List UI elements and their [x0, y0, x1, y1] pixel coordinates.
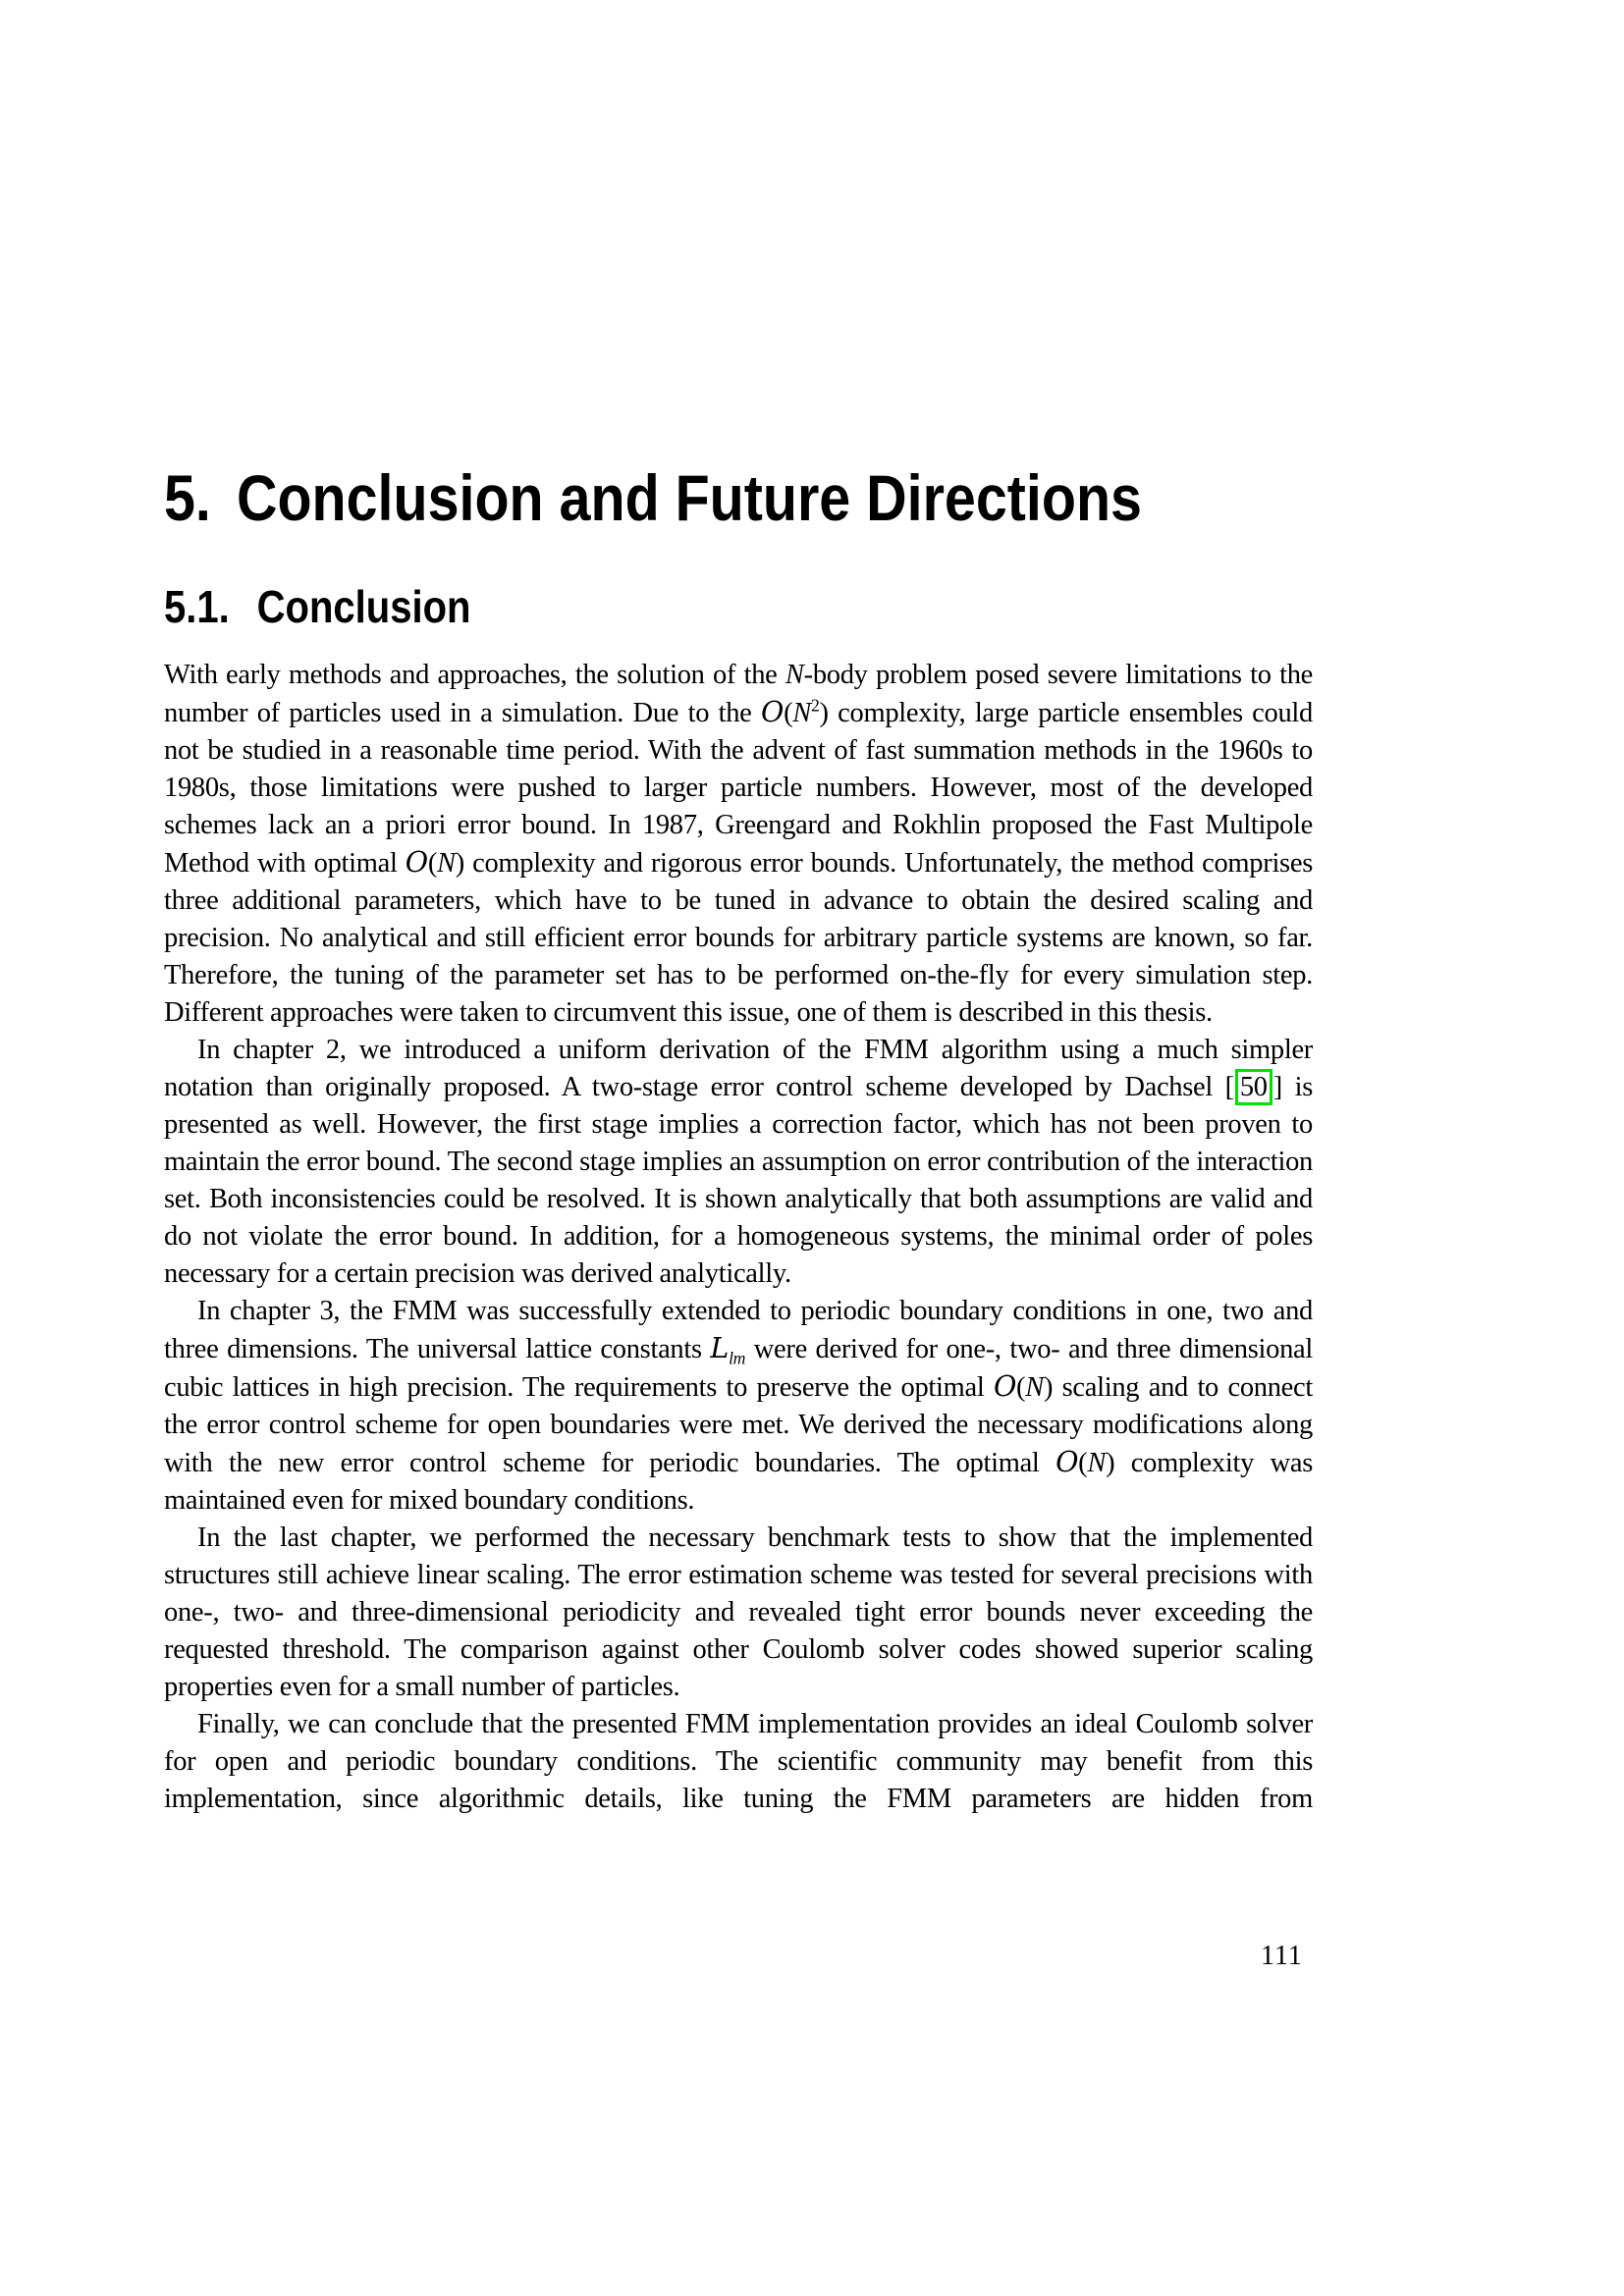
- math-script-letter: O: [405, 846, 428, 879]
- math-subscript: lm: [729, 1348, 746, 1368]
- section-number: 5.1.: [164, 581, 230, 632]
- body-paragraph: [164, 1520, 1313, 1706]
- math-variable: N: [437, 848, 456, 879]
- body-paragraph: [164, 1032, 1313, 1293]
- chapter-title: Conclusion and Future Directions: [236, 461, 1142, 534]
- text-run: Finally, we can conclude that the presented FMM implementation provides an ideal Coulomb solver for open and periodic boundary conditions. The scientific community may benefit from this implementation, since algorithmic details, like tuning the FMM parameters are hidden from: [164, 1709, 1313, 1814]
- text-run: With early methods and approaches, the solution of the: [164, 660, 785, 690]
- text-run: (: [784, 698, 793, 728]
- body-paragraph: [164, 1293, 1313, 1520]
- body-text: [164, 657, 1313, 1818]
- body-paragraph: [164, 1706, 1313, 1818]
- section-heading: [164, 581, 1164, 632]
- text-run: ] is presented as well. However, the first stage implies a correction factor, which has not been proven to maintain the error bound. The second stage implies an assumption on error contribution of the interaction set. Both inconsistencies could be resolved. It is shown analytically that both assumptions are valid and do not violate the error bound. In addition, for a homogeneous systems, the minimal order of poles necessary for a certain precision was derived analytically.: [164, 1072, 1313, 1289]
- math-variable: N: [1087, 1448, 1107, 1478]
- chapter-number: 5.: [164, 461, 211, 534]
- page-number: 111: [1261, 1941, 1303, 1971]
- chapter-heading: [164, 461, 1164, 534]
- section-title: Conclusion: [256, 581, 471, 632]
- text-run: ) complexity and rigorous error bounds. Unfortunately, the method comprises three additional parameters, which have to be tuned in advance to obtain the desired scaling and precision. No analytical and still efficient error bounds for arbitrary particle systems are known, so far. Therefore, the tuning of the parameter set has to be performed on-the-fly for every simulation step. Different approaches were taken to circumvent this issue, one of them is described in this thesis.: [164, 848, 1313, 1028]
- math-script-letter: L: [710, 1332, 730, 1364]
- math-variable: N: [792, 698, 811, 728]
- text-run: ) complexity, large particle ensembles could not be studied in a reasonable time period. With the advent of fast summation methods in the 1960s to 1980s, those limitations were pushed to larger particle numbers. However, most of the developed schemes lack an a priori error bound. In 1987, Greengard and Rokhlin proposed the Fast Multipole Method with optimal: [164, 698, 1314, 879]
- text-run: (: [1016, 1372, 1026, 1403]
- text-run: In chapter 3, the FMM was successfully extended to periodic boundary conditions in one, two and three dimensions. The universal lattice constants: [164, 1296, 1313, 1364]
- math-variable: N: [785, 660, 804, 690]
- text-run: ) complexity was maintained even for mixed boundary conditions.: [164, 1448, 1313, 1516]
- text-run: In chapter 2, we introduced a uniform derivation of the FMM algorithm using a much simpler notation than originally proposed. A two-stage error control scheme developed by Dachsel [: [164, 1035, 1313, 1102]
- math-variable: N: [1025, 1372, 1044, 1403]
- text-run: In the last chapter, we performed the necessary benchmark tests to show that the implemented structures still achieve linear scaling. The error estimation scheme was tested for several precisions with one-, two- and three-dimensional periodicity and revealed tight error bounds never exceeding the requested threshold. The comparison against other Coulomb solver codes showed superior scaling properties even for a small number of particles.: [164, 1522, 1313, 1702]
- text-run: ) scaling and to connect the error control scheme for open boundaries were met. We derived the necessary modifications along with the new error control scheme for periodic boundaries. The optimal: [164, 1372, 1313, 1478]
- math-script-letter: O: [760, 696, 785, 728]
- math-script-letter: O: [993, 1370, 1017, 1403]
- text-run: (: [427, 848, 438, 879]
- text-run: (: [1078, 1448, 1088, 1478]
- text-run: -body problem posed severe limitations to the number of particles used in a simulation. Due to the: [164, 660, 1313, 728]
- math-superscript: 2: [810, 695, 820, 716]
- citation-link[interactable]: 50: [1235, 1069, 1272, 1105]
- body-paragraph: [164, 657, 1313, 1032]
- text-column: [164, 461, 1313, 1818]
- text-run: were derived for one-, two- and three dimensional cubic lattices in high precision. The requirements to preserve the optimal: [164, 1334, 1313, 1403]
- math-script-letter: O: [1056, 1446, 1079, 1478]
